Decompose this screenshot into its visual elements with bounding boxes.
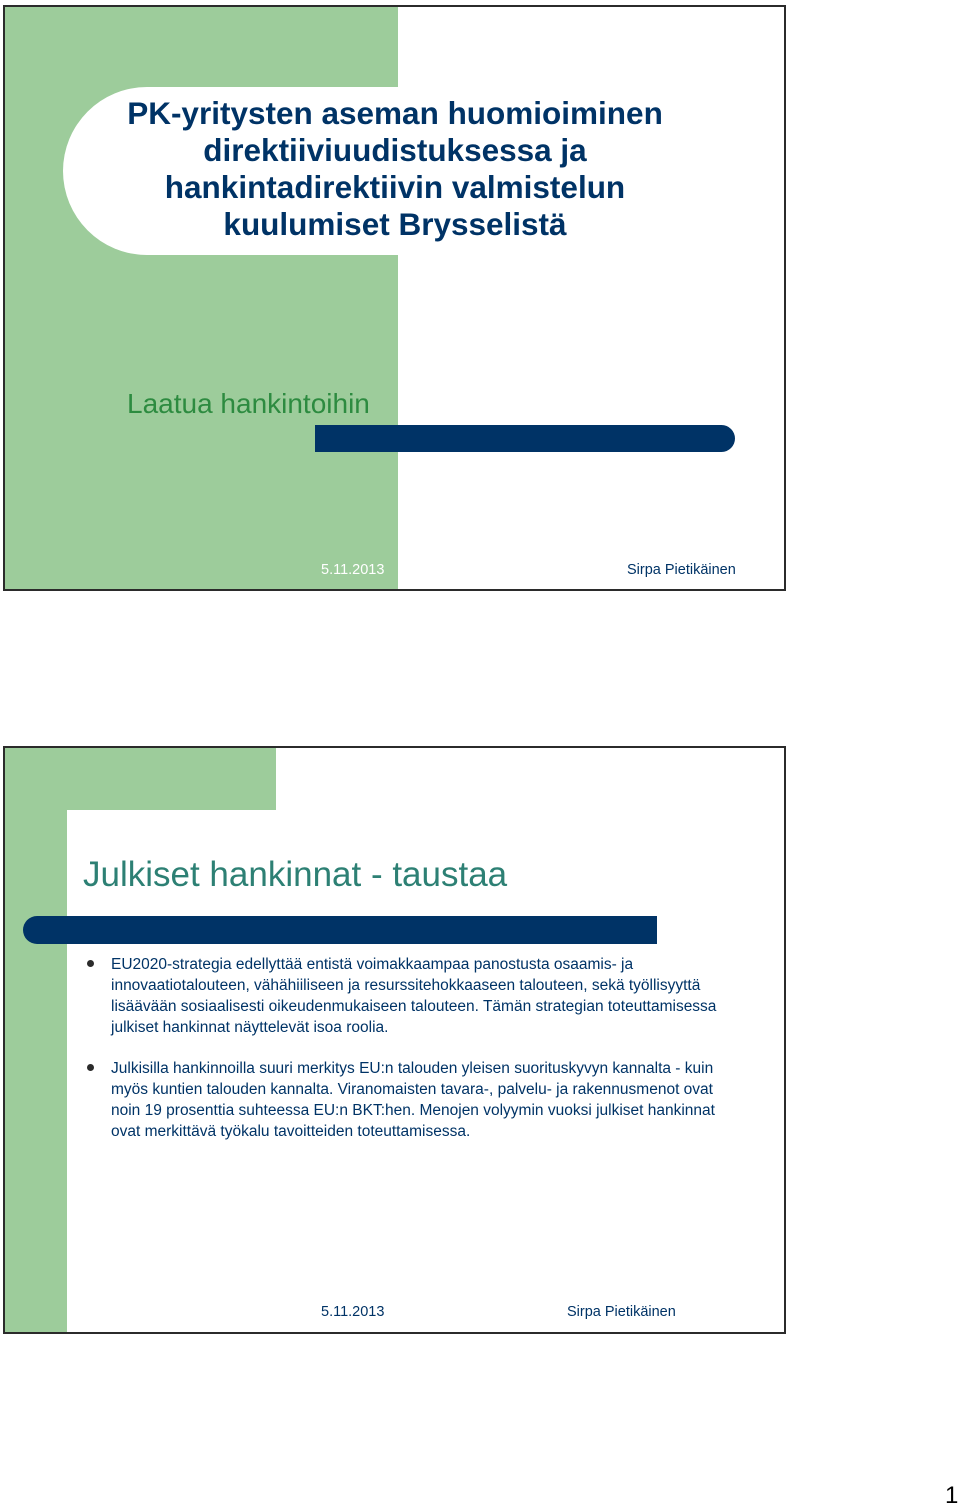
slide-1 (3, 5, 786, 591)
title-line: direktiiviuudistuksessa ja (203, 132, 587, 168)
page-number: 1 (945, 1482, 959, 1509)
footer-author: Sirpa Pietikäinen (627, 562, 736, 578)
bullet-icon (87, 1064, 94, 1071)
title-line: kuulumiset Brysselistä (223, 206, 567, 242)
bullet-item (85, 1058, 745, 1142)
footer-author: Sirpa Pietikäinen (567, 1304, 676, 1320)
slide-title (65, 95, 725, 243)
title-line: hankintadirektiivin valmistelun (164, 169, 626, 205)
bullet-list (85, 954, 745, 1162)
footer-date: 5.11.2013 (321, 1304, 385, 1320)
green-panel (5, 748, 67, 1334)
slide-title: Julkiset hankinnat - taustaa (83, 855, 508, 894)
bullet-text: EU2020-strategia edellyttää entistä voimakkaampaa panostusta osaamis- ja innovaatiotalouteen, vähähiiliseen ja resurssitehokkaaseen talouteen, sekä työllisyyttä lisäävään sosiaalisesti oikeudenmukaiseen talouteen. Tämän strategian toteuttamisessa julkiset hankinnat näyttelevät isoa roolia. (111, 956, 717, 1036)
bullet-text: Julkisilla hankinnoilla suuri merkitys EU:n talouden yleisen suorituskyvyn kannalta - kuin myös kuntien talouden kannalta. Viranomaisten tavara-, palvelu- ja rakennusmenot ovat noin 19 prosenttia suhteessa EU:n BKT:hen. Menojen volyymin vuoksi julkiset hankinnat ovat merkittävä työkalu tavoitteiden toteuttamisessa. (111, 1060, 715, 1140)
slide-subtitle: Laatua hankintoihin (127, 388, 370, 419)
accent-bar (23, 916, 657, 944)
green-panel-top (5, 748, 276, 810)
bullet-icon (87, 960, 94, 967)
slide-2 (3, 746, 786, 1334)
accent-bar (315, 425, 735, 452)
bullet-item (85, 954, 745, 1038)
title-line: PK-yritysten aseman huomioiminen (127, 95, 663, 131)
footer-date: 5.11.2013 (321, 562, 385, 578)
